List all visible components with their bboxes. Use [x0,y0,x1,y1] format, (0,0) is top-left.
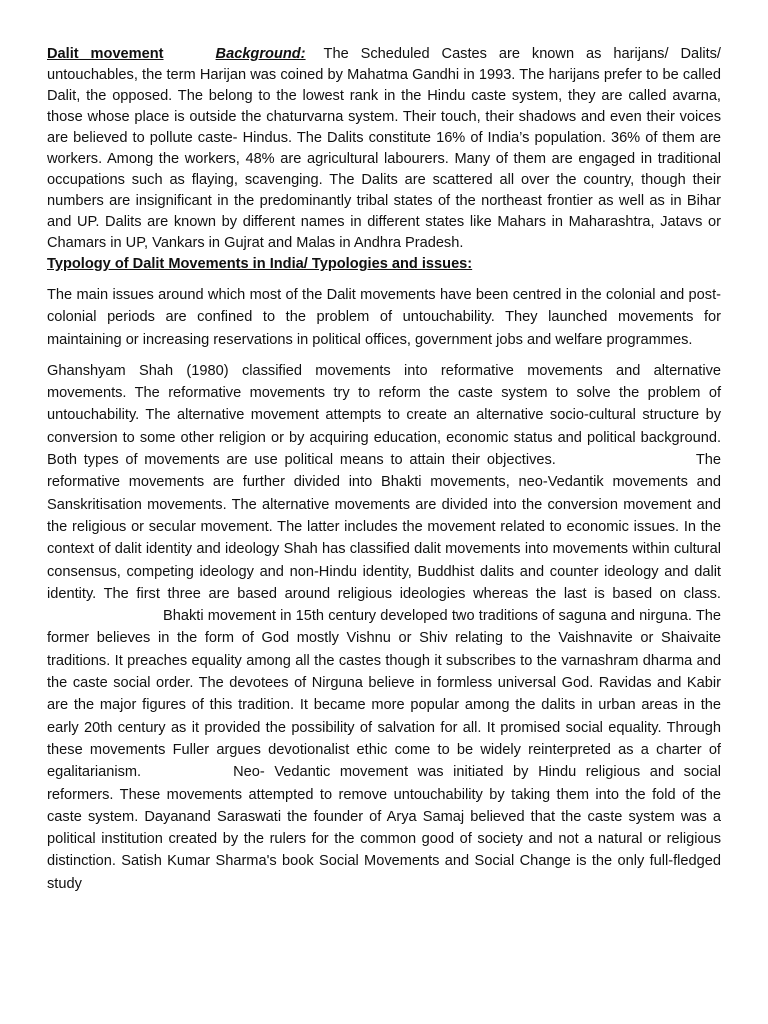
paragraph-classification [47,360,721,895]
paragraph-classification-part-4: Neo- Vedantic movement was initiated by Hindu religious and social reformers. These movements attempted to remove untouchability by taking them into the fold of the caste system. Dayanand Saraswati the founder of Arya Samaj believed that the caste system was a political institution created by the rulers for the common good of society and not a natural or religious distinction. Satish Kumar Sharma's book Social Movements and Social Change is the only full-fledged study [47,764,721,892]
paragraph-classification-part-2: The reformative movements are further divided into Bhakti movements, neo-Vedantik movements and Sanskritisation movements. The alternative movements are divided into the conversion movement and the religious or secular movement. The latter includes the movement related to economic issues. In the context of dalit identity and ideology Shah has classified dalit movements into movements within cultural consensus, competing ideology and non-Hindu identity, Buddhist dalits and counter ideology and dalit identity. The first three are based around religious ideologies whereas the last is based on class. [47,452,721,602]
section-heading: Typology of Dalit Movements in India/ Typologies and issues: [47,256,473,272]
paragraph-classification-part-3: Bhakti movement in 15th century developed two traditions of saguna and nirguna. The former believes in the form of God mostly Vishnu or Shiv relating to the Vaishnavite or Shaivaite traditions. It preaches equality among all the castes though it subscribes to the varnashram dharma and the caste social order. The devotees of Nirguna believe in formless universal God. Ravidas and Kabir are the major figures of this tradition. It became more popular among the dalits in urban areas in the early 20th century as it provided the possibility of salvation for all. It promised social equality. Through these movements Fuller argues devotionalist ethic come to be widely reinterpreted as a charter of egalitarianism. [47,608,721,781]
document-title: Dalit movement [47,46,164,62]
background-label: Background: [215,46,306,62]
document-page [47,44,721,895]
paragraph-issues: The main issues around which most of the Dalit movements have been centred in the colonial and post-colonial periods are confined to the problem of untouchability. They launched movements for maintaining or increasing reservations in political offices, government jobs and welfare programmes. [47,287,721,348]
intro-paragraph [47,44,721,254]
intro-text: The Scheduled Castes are known as harijans/ Dalits/ untouchables, the term Harijan was coined by Mahatma Gandhi in 1993. The harijans prefer to be called Dalit, the opposed. The belong to the lowest rank in the Hindu caste system, they are called avarna, those whose place is outside the chaturvarna system. Their touch, their shadows and even their voices are believed to pollute caste- Hindus. The Dalits constitute 16% of India’s population. 36% of them are workers. Among the workers, 48% are agricultural labourers. Many of them are engaged in traditional occupations such as flaying, scavenging. The Dalits are scattered all over the country, though their numbers are insignificant in the predominantly tribal states of the northeast frontier as well as in Bihar and UP. Dalits are known by different names in different states like Mahars in Maharashtra, Jatavs or Chamars in UP, Vankars in Gujrat and Malas in Andhra Pradesh. [47,46,721,251]
paragraph-classification-part-1: Ghanshyam Shah (1980) classified movements into reformative movements and alternative movements. The reformative movements try to reform the caste system to solve the problem of untouchability. The alternative movement attempts to create an alternative socio-cultural structure by conversion to some other religion or by acquiring education, economic status and political background. Both types of movements are use political means to attain their objectives. [47,362,721,469]
